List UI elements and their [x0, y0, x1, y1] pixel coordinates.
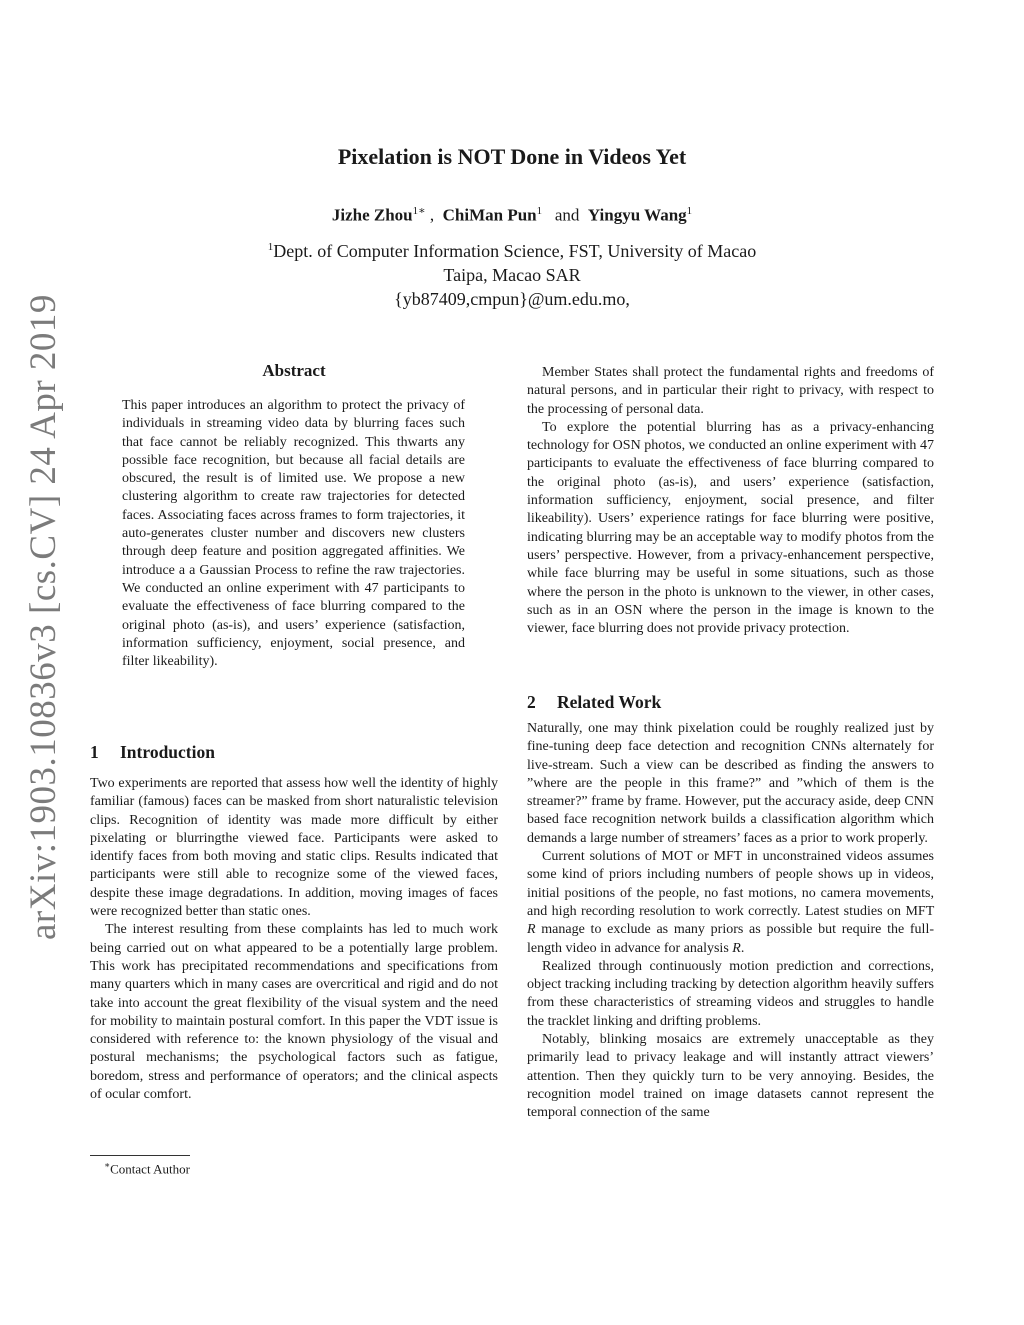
related-work-body — [527, 720, 934, 1123]
section-heading-related-work — [527, 692, 661, 713]
paragraph: Notably, blinking mosaics are extremely unacceptable as they primarily lead to privacy leakage and will instantly attract viewers’ attention. Then they quickly turn to be very annoying. Besides, the recognition model trained on image datasets cannot represent the temporal connection of the same — [527, 1032, 934, 1121]
author-name: Yingyu Wang — [587, 205, 687, 225]
affiliation-email: {yb87409,cmpun}@um.edu.mo, — [394, 289, 630, 309]
paragraph: Naturally, one may think pixelation could be roughly realized just by fine-tuning deep face detection and recognition CNNs alternately for live-stream. Such a view can be described as finding the answers to ”where are the people in this frame?” and ”which of them is the streamer?” frame by frame. However, put the accuracy aside, deep CNN based face recognition network builds a classification algorithm which demands a large number of streamers’ faces as a prior to work properly. — [527, 721, 934, 846]
paragraph: Realized through continuously motion prediction and corrections, object tracking including tracking by detection algorithm heavily suffers from these characteristics of streaming videos and struggles to handle the tracklet linking and drifting problems. — [527, 958, 934, 1029]
footnote-divider — [90, 1155, 190, 1156]
affiliation-block — [0, 235, 1024, 311]
section-number: 2 — [527, 692, 536, 712]
text-run: manage to exclude as many priors as possible but require the full-length video in advance for analysis — [527, 922, 935, 956]
section-number: 1 — [90, 742, 99, 762]
paper-title: Pixelation is NOT Done in Videos Yet — [337, 144, 687, 169]
text-run: . — [740, 940, 745, 956]
author-name: ChiMan Pun — [442, 205, 537, 225]
footnote-text: Contact Author — [110, 1161, 190, 1177]
author-list — [0, 204, 1024, 226]
paragraph — [527, 848, 934, 958]
author-mark: 1 — [536, 205, 543, 217]
author-mark: 1 — [686, 205, 693, 217]
affiliation-location: Taipa, Macao SAR — [443, 265, 581, 285]
author-separator: and — [554, 205, 580, 225]
arxiv-identifier: arXiv:1903.10836v3 [cs.CV] 24 Apr 2019 — [23, 294, 64, 940]
affiliation-text: Dept. of Computer Information Science, FST, University of Macao — [273, 241, 757, 261]
right-column-intro — [527, 364, 934, 638]
abstract-text: This paper introduces an algorithm to protect the privacy of individuals in streaming video data by blurring faces such that face cannot be reliably recognized. This thwarts any possible face recognition, but because all facial details are obscured, the result is of limited use. We propose a new clustering algorithm to create raw trajectories for detected faces. Associating faces across frames to form trajectories, it auto-generates cluster number and discovers new clusters through deep feature and position aggregated affinities. We introduce a a Gaussian Process to refine the raw trajectories. We conducted an online experiment with 47 participants to evaluate the effectiveness of face blurring compared to the original photo (as-is), and users’ experience (satisfaction, information sufficiency, enjoyment, social presence, and filter likeability). — [122, 398, 465, 670]
math-variable: R — [527, 922, 536, 938]
introduction-body — [90, 775, 498, 1104]
author-separator: , — [429, 205, 435, 225]
text-run: Current solutions of MOT or MFT in unconstrained videos assumes some kind of priors including numbers of people shows up in videos, initial positions of the people, no fast motions, no camera movements, and high recording resolution to work correctly. Latest studies on MFT — [527, 849, 934, 919]
author-mark: 1∗ — [412, 205, 426, 217]
paragraph: To explore the potential blurring has as a privacy-enhancing technology for OSN photos, we conducted an online experiment with 47 participants to evaluate the effectiveness of face blurring compared to the original photo (as-is), and users’ experience (satisfaction, information sufficiency, enjoyment, social presence, and filter likeability). Users’ experience ratings for face blurring were positive, indicating blurring may be an acceptable way to modify photos from the users’ perspective. However, from a privacy-enhancement perspective, while face blurring may be useful in some situations, such as those where the person in the photo is unknown to the viewer, in other cases, such as in an OSN where the person in the image is known to the viewer, face blurring does not provide privacy protection. — [527, 419, 934, 637]
paragraph: Two experiments are reported that assess how well the identity of highly familiar (famous) faces can be masked from short naturalistic television clips. Recognition of identity was made more difficult by either pixelating or blurringthe viewed face. Participants were asked to identify faces from both moving and static clips. Results indicated that participants were still able to recognize some of the viewed faces, despite these image degradations. In addition, moving images of faces were recognized better than static ones. — [90, 776, 498, 920]
affiliation-line — [0, 235, 1024, 263]
section-heading-introduction — [90, 742, 215, 763]
author-name: Jizhe Zhou — [331, 205, 413, 225]
math-variable: R — [732, 940, 741, 956]
footnote-mark: ∗ — [104, 1160, 111, 1170]
paragraph: Member States shall protect the fundamental rights and freedoms of natural persons, and in particular their right to privacy, with respect to the processing of personal data. — [527, 365, 934, 417]
abstract-heading: Abstract — [262, 361, 326, 380]
section-title: Related Work — [557, 692, 662, 712]
affiliation-mark: 1 — [267, 241, 274, 253]
footnote — [104, 1160, 190, 1177]
section-title: Introduction — [120, 742, 215, 762]
paragraph: The interest resulting from these complaints has led to much work being carried out on what appeared to be a potentially large problem. This work has precipitated recommendations and specifications from many quarters which in many cases are overcritical and rigid and do not take into account the great flexibility of the visual system and the need for mobility to maintain postural comfort. In this paper the VDT issue is considered with reference to: the known physiology of the visual and postural mechanisms; the psychological factors such as fatigue, boredom, stress and performance of operators; and the clinical aspects of ocular comfort. — [90, 922, 498, 1103]
